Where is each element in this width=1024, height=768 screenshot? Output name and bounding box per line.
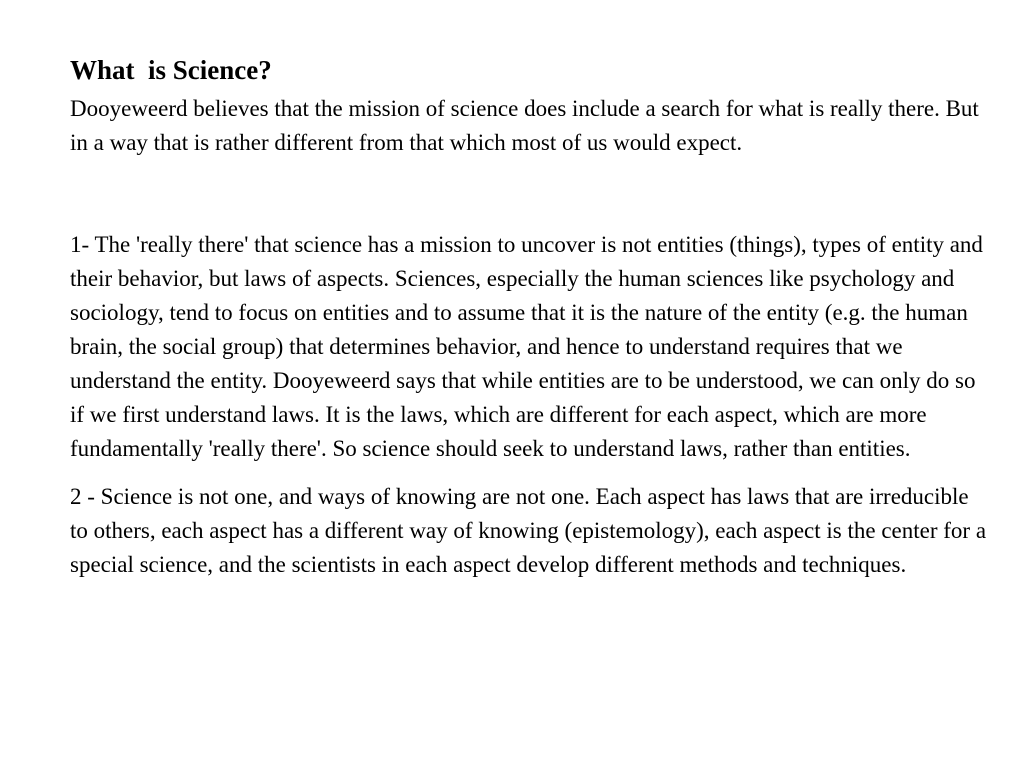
page-title: What is Science? xyxy=(70,55,272,85)
point-1-paragraph: 1- The 'really there' that science has a mission to uncover is not entities (things), types of entity and their behavior, but laws of aspects. Sciences, especially the human sciences like psychology and sociology, tend to focus on entities and to assume that it is the nature of the entity (e.g. the human brain, the social group) that determines behavior, and hence to understand requires that we understand the entity. Dooyeweerd says that while entities are to be understood, we can only do so if we first understand laws. It is the laws, which are different for each aspect, which are more fundamentally 'really there'. So science should seek to understand laws, rather than entities. xyxy=(70,232,983,461)
intro-paragraph: Dooyeweerd believes that the mission of science does include a search for what is really there. But in a way that is rather different from that which most of us would expect. xyxy=(70,96,979,155)
point-2-paragraph: 2 - Science is not one, and ways of knowing are not one. Each aspect has laws that are irreducible to others, each aspect has a different way of knowing (epistemology), each aspect is the center for a special science, and the scientists in each aspect develop different methods and techniques. xyxy=(70,484,987,577)
slide-content xyxy=(70,52,990,582)
